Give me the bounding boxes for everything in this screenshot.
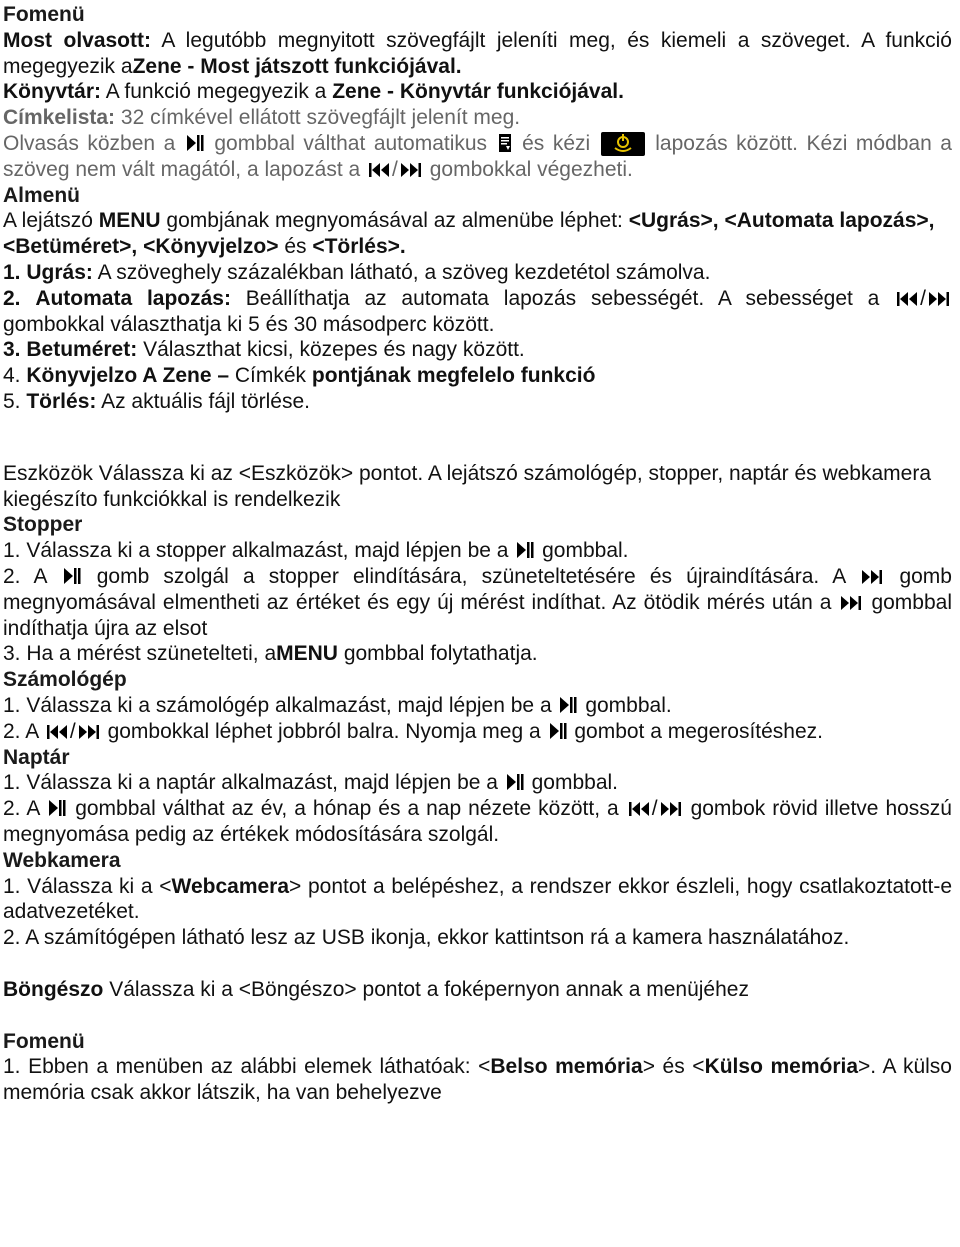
stopper-text-1b: gombbal. [542,539,629,563]
naptar-text-2c: gombok rövid illetve hosszú megnyomása pedig az értékek módosítására szolgál. [3,797,952,846]
next-icon [861,568,883,586]
play-pause-icon [516,540,534,560]
konyvtar-paragraph [3,79,952,105]
prev-icon [896,290,918,308]
webkamera-text-1a: 1. Válassza ki a < [3,874,172,898]
konyvtar-text: A funkció megegyezik a [105,80,327,104]
option-torles: <Törlés>. [312,235,406,259]
spacer [3,415,952,461]
naptar-text-2a: 2. A [3,797,40,821]
stopper-text-2d: gombbal indíthatja újra az elsot [3,590,952,640]
webkamera-text-1c: > pontot a belépéshez, a rendszer ekkor észleli, hogy csatlakoztatott-e adatvezetéket. [3,874,952,924]
bongeszo-paragraph [3,977,952,1003]
konyvtar-label: Könyvtár: [3,80,102,104]
almenu-item-4 [3,363,952,389]
item-text: A szöveghely százalékban látható, a szöveg kezdetétol számolva. [97,260,711,284]
next-icon [840,594,862,612]
item-text: Címkék [234,364,307,388]
szamologep-text-1a: 1. Válassza ki a számológép alkalmazást, majd lépjen be a [3,693,552,717]
slash: / [392,157,398,181]
item-number: 5. [3,389,21,413]
bongeszo-label: Böngészo [3,977,104,1001]
slash: / [920,286,926,310]
play-pause-icon [506,772,524,792]
menu-label: MENU [276,642,338,666]
almenu-intro-1: A lejátszó [3,209,93,233]
item-label: Betuméret: [26,338,138,362]
item-bold: pontjának megfelelo funkció [311,364,596,388]
naptar-text-2b: gombbal válthat az év, a hónap és a nap nézete között, a [75,797,619,821]
eszkozok-paragraph: Eszközök Válassza ki az <Eszközök> pontot. A lejátszó számológép, stopper, naptár és webkamera kiegészíto funkciókkal is rendelkezik [3,461,931,511]
fomenu2-line-1 [3,1054,952,1106]
olvasas-text-3: és kézi [522,131,591,155]
manual-page-icon [601,132,645,156]
naptar-text-1a: 1. Válassza ki a naptár alkalmazást, majd lépjen be a [3,771,498,795]
section-title-webkamera: Webkamera [3,848,121,872]
stopper-text-2b: gomb szolgál a stopper elindítására, szüneteltetésére és újraindítására. A [96,564,846,588]
fomenu2-text-c: > és < [642,1055,705,1079]
naptar-line-1 [3,770,952,796]
olvasas-text-4: lapozás között. [655,131,798,155]
next-icon [400,161,422,179]
item-text-1: Beállíthatja az automata lapozás sebességét. A sebességet a [245,286,880,310]
option-automata: <Automata lapozás>, [724,209,935,233]
item-label: Törlés: [26,389,97,413]
cimkelista-paragraph [3,105,952,131]
prev-icon [46,723,68,741]
section-title-fomenu: Fomenü [3,3,85,26]
item-number: 1. [3,260,21,284]
and-text: és [284,235,307,259]
option-ugras: <Ugrás>, [628,209,719,233]
stopper-text-2a: 2. A [3,564,47,588]
play-pause-icon [48,798,66,818]
item-text-2: gombokkal választhatja ki 5 és 30 másodperc között. [3,312,495,336]
play-pause-icon [186,133,204,153]
cimkelista-label: Címkelista: [3,106,116,130]
prev-icon [368,161,390,179]
item-number: 4. [3,364,21,388]
spacer [3,1003,952,1029]
almenu-item-1 [3,260,952,286]
section-title-almenu: Almenü [3,183,81,207]
play-pause-icon [63,566,81,586]
most-olvasott-bold: Zene - Most játszott funkciójával. [132,54,462,78]
stopper-line-2 [3,564,952,641]
belso-memoria: Belso memória [490,1055,643,1079]
szamologep-line-2 [3,719,952,745]
olvasas-text-2: gombbal válthat automatikus [214,131,488,155]
next-icon [78,723,100,741]
next-icon [660,800,682,818]
stopper-line-3 [3,641,952,667]
kulso-memoria: Külso memória [704,1055,859,1079]
item-text: Az aktuális fájl törlése. [101,389,310,413]
almenu-intro-2: gombjának megnyomásával az almenübe léphet: [166,209,623,233]
prev-icon [628,800,650,818]
stopper-text-3a: 3. Ha a mérést szünetelteti, a [3,642,277,666]
section-title-naptar: Naptár [3,745,70,769]
section-title-fomenu-2: Fomenü [3,1029,85,1053]
next-icon [928,290,950,308]
item-number: 2. [3,286,21,310]
almenu-intro [3,208,952,260]
stopper-text-2c: gomb megnyomásával elmentheti az értéket és egy új mérést indíthat. Az ötödik mérés után a [3,564,952,614]
item-label: Ugrás: [26,260,93,284]
spacer [3,951,952,977]
slash: / [651,797,658,821]
webkamera-line-2: 2. A számítógépen látható lesz az USB ikonja, ekkor kattintson rá a kamera használatához. [3,926,850,950]
item-label: Könyvjelzo A Zene – [26,364,230,388]
olvasas-text-7: gombokkal végezheti. [429,157,633,181]
naptar-text-1b: gombbal. [531,771,619,795]
item-label: Automata lapozás: [35,286,231,310]
most-olvasott-paragraph [3,28,952,80]
szamologep-text-1b: gombbal. [585,693,672,717]
olvasas-paragraph [3,131,952,183]
option-konyvjelzo: <Könyvjelzo> [143,235,279,259]
stopper-line-1 [3,538,952,564]
szamologep-text-2b: gombokkal léphet jobbról balra. Nyomja meg a [107,719,541,743]
szamologep-line-1 [3,693,952,719]
play-pause-icon [549,721,567,741]
section-title-szamologep: Számológép [3,668,127,692]
olvasas-text-5: Kézi módban a szöveg nem vált magától, a lapozást a [3,131,952,181]
fomenu2-text-a: 1. Ebben a menüben az alábbi elemek láthatóak: < [3,1055,491,1079]
menu-label: MENU [98,209,161,233]
almenu-item-5 [3,389,952,415]
cimkelista-text: 32 címkével ellátott szövegfájlt jelenít meg. [120,106,521,130]
section-title-stopper: Stopper [3,513,83,537]
most-olvasott-text: A legutóbb megnyitott szövegfájlt jeleníti meg, és kiemeli a szöveget. A funkció megegyezik a [3,28,952,78]
almenu-item-3 [3,337,952,363]
bongeszo-text: Válassza ki a <Böngészo> pontot a foképernyon annak a menüjéhez [109,977,749,1001]
stopper-text-3b: gombbal folytathatja. [343,642,538,666]
item-text: Választhat kicsi, közepes és nagy között. [143,338,525,362]
webcamera-label: Webcamera [171,874,290,898]
most-olvasott-label: Most olvasott: [3,28,151,52]
item-number: 3. [3,338,21,362]
almenu-item-2 [3,286,952,338]
konyvtar-bold: Zene - Könyvtár funkciójával. [332,80,624,104]
option-betumeret: <Betüméret>, [3,235,138,259]
szamologep-text-2a: 2. A [3,719,39,743]
play-pause-icon [559,695,577,715]
webkamera-line-1 [3,874,952,926]
slash: / [69,719,76,743]
szamologep-text-2c: gombot a megerosítéshez. [574,719,823,743]
fomenu2-text-e: >. A külso memória csak akkor látszik, ha van behelyezve [3,1055,952,1105]
stopper-text-1a: 1. Válassza ki a stopper alkalmazást, majd lépjen be a [3,539,509,563]
naptar-line-2 [3,796,952,848]
auto-page-icon [498,133,512,153]
olvasas-text-1: Olvasás közben a [3,131,176,155]
